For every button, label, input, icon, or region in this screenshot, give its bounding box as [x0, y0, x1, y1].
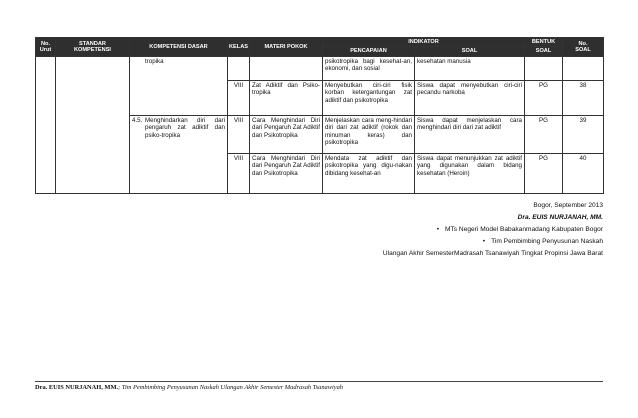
header-no-label: No.: [40, 40, 50, 47]
cell-pencapaian: psikotropika bagi kesehat-an, ekonomi, dan sosial: [323, 56, 415, 80]
header-standar-kompetensi: [56, 38, 130, 57]
header-row-1: [36, 38, 604, 47]
cell-pencapaian: Menjelaskan cara meng-hindari diri dari zat adiktif (rokok dan minuman keras) dan psikotropika: [323, 115, 415, 153]
header-pencapaian: PENCAPAIAN: [323, 47, 415, 56]
cell-kompetensi-dasar: [130, 56, 228, 115]
cell-bentuk: [525, 56, 563, 80]
cell-no-soal: 39: [563, 115, 604, 153]
page-footer: [35, 384, 603, 391]
cell-kelas: VIII: [228, 153, 250, 193]
header-no-soal-label-2: SOAL: [575, 46, 591, 53]
header-no-urut: [36, 38, 56, 57]
header-no-soal-label-1: No.: [578, 40, 588, 47]
cell-standar-kompetensi: [56, 56, 130, 193]
kd-text: tropika: [145, 57, 164, 65]
header-bentuk: BENTUK: [525, 38, 563, 47]
signature-place-date: Bogor, September 2013: [533, 202, 603, 209]
header-soal: SOAL: [415, 47, 525, 56]
cell-no-soal: 38: [563, 80, 604, 115]
footer-divider: [35, 381, 603, 382]
header-kelas: KELAS: [228, 38, 250, 57]
cell-kelas: VIII: [228, 115, 250, 153]
cell-soal: kesehatan manusia: [415, 56, 525, 80]
kd-number: [132, 58, 145, 65]
cell-kompetensi-dasar: [130, 115, 228, 193]
cell-soal: Siswa dapat menjelaskan cara menghindari diri dari zat adiktif: [415, 115, 525, 153]
footer-text: ; Tim Pembimbing Penyusunan Naskah Ulangan Akhir Semester Madrasah Tsanawiyah: [118, 384, 343, 391]
cell-no-urut: [36, 56, 56, 193]
signature-name: Dra. EUIS NURJANAH, MM.: [517, 214, 603, 221]
header-materi-pokok: MATERI POKOK: [250, 38, 323, 57]
kd-number: 4.5.: [132, 116, 143, 124]
header-indikator: INDIKATOR: [323, 38, 525, 47]
cell-soal: Siswa dapat menyebutkan ciri-ciri pecandu narkoba: [415, 80, 525, 115]
cell-bentuk: PG: [525, 115, 563, 153]
cell-materi: Cara Menghindari Diri dari Pengaruh Zat Adiktif dan Psikotropika: [250, 153, 323, 193]
cell-soal: Siswa dapat menunjukkan zat adiktif yang digunakan dalam bidang kesehatan (Heroin): [415, 153, 525, 193]
cell-kelas: [228, 56, 250, 80]
cell-no-soal: 40: [563, 153, 604, 193]
cell-pencapaian: Menyebutkan ciri-ciri fisik korban ketergantungan zat adiktif dan psikotropika: [323, 80, 415, 115]
cell-materi: Zat Adiktif dan Psiko-tropika: [250, 80, 323, 115]
cell-bentuk: PG: [525, 80, 563, 115]
cell-materi: [250, 56, 323, 80]
signature-block: [303, 200, 603, 260]
header-no-soal: [563, 38, 604, 57]
cell-kelas: VIII: [228, 80, 250, 115]
header-kompetensi-label: KOMPETENSI: [74, 46, 111, 53]
signature-line-school: • MTs Negeri Model Babakanmadang Kabupaten Bogor: [303, 224, 603, 236]
header-bentuk-soal: SOAL: [525, 47, 563, 56]
header-standar-label: STANDAR: [79, 40, 106, 47]
footer-author: Dra. EUIS NURJANAH, MM.: [35, 384, 119, 391]
kd-text: Menghindarkan diri dari pengaruh zat adiktif dan psiko-tropika: [145, 116, 225, 139]
signature-line-team: • Tim Pembimbing Penyusunan Naskah: [303, 236, 603, 248]
cell-no-soal: [563, 56, 604, 80]
cell-materi: Cara Menghindari Diri dari Pengaruh Zat Adiktif dan Psikotropika: [250, 115, 323, 153]
header-urut-label: Urut: [39, 46, 52, 53]
table-row: [36, 56, 604, 80]
kisi-kisi-table: [35, 37, 604, 194]
header-kompetensi-dasar: KOMPETENSI DASAR: [130, 38, 228, 57]
signature-line-event: Ulangan Akhir SemesterMadrasah Tsanawiyah Tingkat Propinsi Jawa Barat: [382, 250, 603, 257]
cell-pencapaian: Mendata zat adiktif dan psikotropika yang digu-nakan dibidang kesehat-an: [323, 153, 415, 193]
cell-bentuk: PG: [525, 153, 563, 193]
